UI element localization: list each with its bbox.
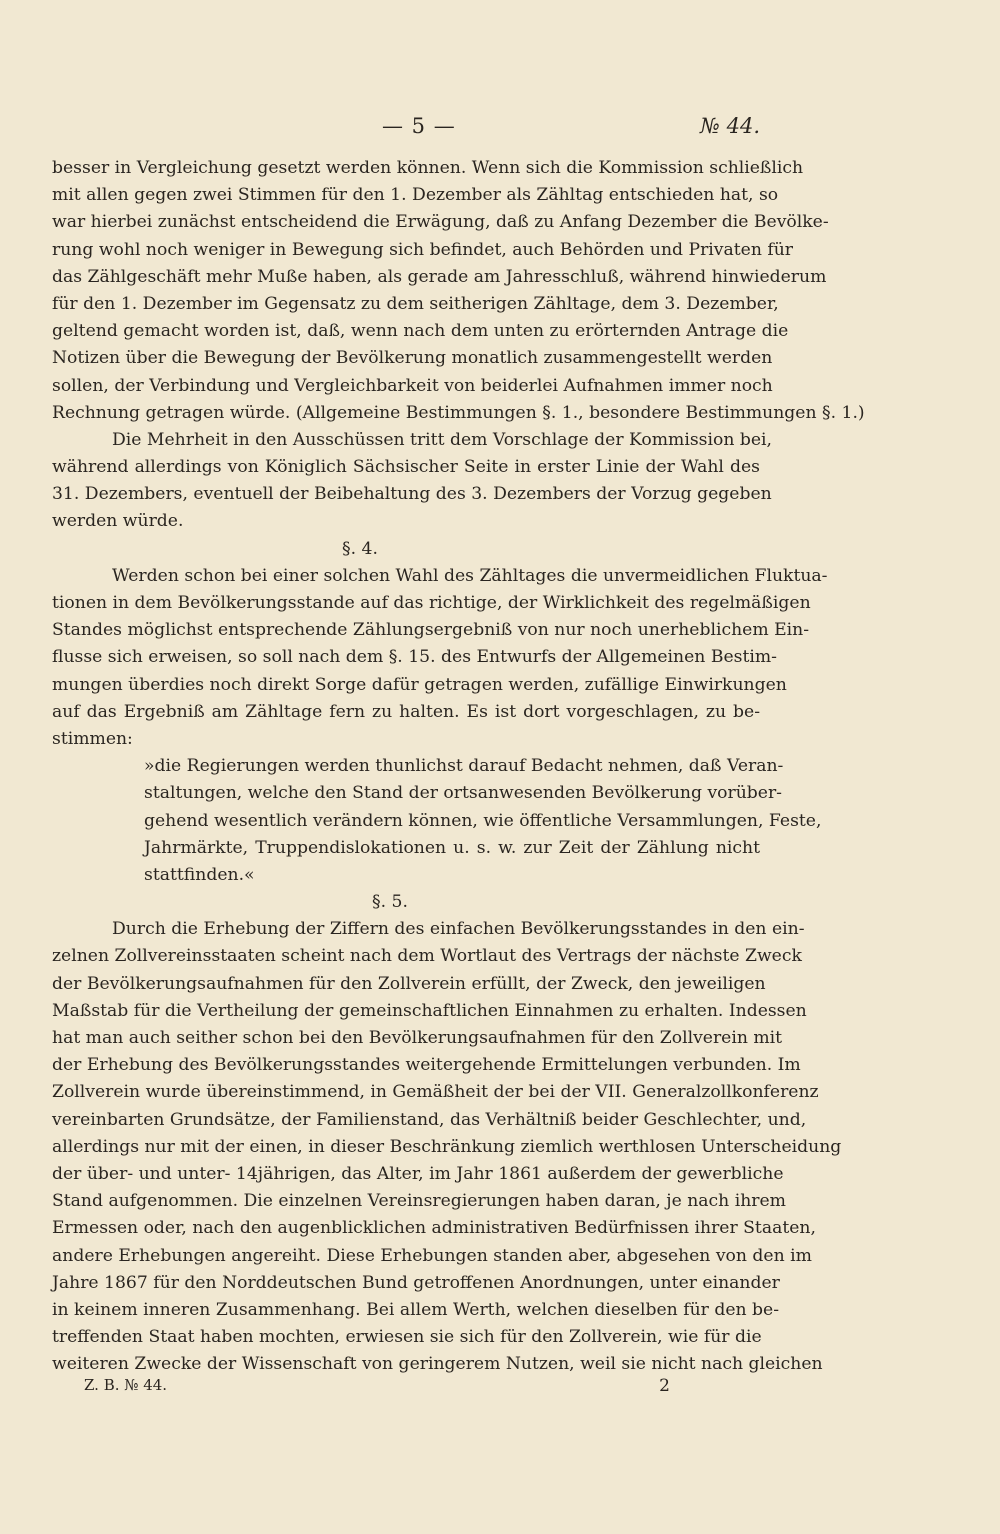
text-line: während allerdings von Königlich Sächsischer Seite in erster Linie der Wahl des bbox=[52, 457, 760, 478]
text-line: der über- und unter- 14jährigen, das Alter, im Jahr 1861 außerdem der gewerbliche bbox=[52, 1163, 784, 1184]
text-line: Standes möglichst entsprechende Zählungsergebniß von nur noch unerheblichem Ein- bbox=[52, 620, 810, 641]
paragraph-end-line: stimmen: bbox=[52, 728, 133, 749]
document-number: № 44. bbox=[700, 114, 760, 138]
text-line: treffenden Staat haben mochten, erwiesen sie sich für den Zollverein, wie für die bbox=[52, 1327, 762, 1348]
text-line: rung wohl noch weniger in Bewegung sich befindet, auch Behörden und Privaten für bbox=[52, 239, 794, 260]
text-line: mit allen gegen zwei Stimmen für den 1. Dezember als Zähltag entschieden hat, so bbox=[52, 185, 779, 206]
sheet-number: 2 bbox=[659, 1376, 670, 1396]
page-footer bbox=[84, 1376, 670, 1400]
text-line: Zollverein wurde übereinstimmend, in Gemäßheit der bei der VII. Generalzollkonferenz bbox=[52, 1082, 819, 1103]
text-line: mungen überdies noch direkt Sorge dafür getragen werden, zufällige Einwirkungen bbox=[52, 674, 787, 695]
text-line: Stand aufgenommen. Die einzelnen Vereinsregierungen haben daran, je nach ihrem bbox=[52, 1191, 786, 1212]
body-text bbox=[52, 155, 865, 1378]
section-heading: §. 4. bbox=[342, 538, 378, 559]
text-line: auf das Ergebniß am Zähltage fern zu halten. Es ist dort vorgeschlagen, zu be- bbox=[52, 701, 760, 722]
text-line: für den 1. Dezember im Gegensatz zu dem seitherigen Zähltage, dem 3. Dezember, bbox=[52, 293, 779, 314]
paragraph-start-line: Die Mehrheit in den Ausschüssen tritt dem Vorschlage der Kommission bei, bbox=[112, 429, 772, 450]
quote-line: Jahrmärkte, Truppendislokationen u. s. w. zur Zeit der Zählung nicht bbox=[144, 837, 760, 858]
text-line: besser in Vergleichung gesetzt werden können. Wenn sich die Kommission schließlich bbox=[52, 158, 804, 178]
text-line: war hierbei zunächst entscheidend die Erwägung, daß zu Anfang Dezember die Bevölke- bbox=[52, 212, 829, 233]
text-line: Notizen über die Bewegung der Bevölkerung monatlich zusammengestellt werden bbox=[52, 348, 773, 369]
quote-line: »die Regierungen werden thunlichst darauf Bedacht nehmen, daß Veran- bbox=[144, 756, 784, 777]
text-line: vereinbarten Grundsätze, der Familienstand, das Verhältniß beider Geschlechter, und, bbox=[52, 1109, 807, 1130]
page-header bbox=[52, 114, 760, 144]
text-line: geltend gemacht worden ist, daß, wenn nach dem unten zu erörternden Antrage die bbox=[52, 321, 789, 342]
text-line: tionen in dem Bevölkerungsstande auf das richtige, der Wirklichkeit des regelmäßigen bbox=[52, 593, 811, 613]
text-line: weiteren Zwecke der Wissenschaft von geringerem Nutzen, weil sie nicht nach gleichen bbox=[52, 1354, 823, 1375]
section-heading: §. 5. bbox=[372, 892, 408, 913]
quote-end-line: stattfinden.« bbox=[144, 864, 255, 885]
text-line: Ermessen oder, nach den augenblicklichen administrativen Bedürfnissen ihrer Staaten, bbox=[52, 1218, 816, 1239]
text-line: hat man auch seither schon bei den Bevölkerungsaufnahmen für den Zollverein mit bbox=[52, 1028, 783, 1048]
page-number: — 5 — bbox=[382, 114, 456, 138]
text-line: andere Erhebungen angereiht. Diese Erhebungen standen aber, abgesehen von den im bbox=[52, 1245, 812, 1266]
text-line: Jahre 1867 für den Norddeutschen Bund getroffenen Anordnungen, unter einander bbox=[52, 1272, 780, 1293]
text-line: sollen, der Verbindung und Vergleichbarkeit von beiderlei Aufnahmen immer noch bbox=[52, 375, 773, 396]
text-line: allerdings nur mit der einen, in dieser Beschränkung ziemlich werthlosen Unterscheidung bbox=[52, 1136, 842, 1157]
text-line: Rechnung getragen würde. (Allgemeine Bestimmungen §. 1., besondere Bestimmungen §. 1.) bbox=[52, 402, 865, 423]
paragraph-end-line: werden würde. bbox=[52, 511, 184, 532]
text-line: Maßstab für die Vertheilung der gemeinschaftlichen Einnahmen zu erhalten. Indessen bbox=[52, 1000, 807, 1021]
quote-line: staltungen, welche den Stand der ortsanwesenden Bevölkerung vorüber- bbox=[144, 783, 782, 804]
paragraph-start-line: Werden schon bei einer solchen Wahl des Zähltages die unvermeidlichen Fluktua- bbox=[112, 565, 828, 586]
text-line: der Erhebung des Bevölkerungsstandes weitergehende Ermittelungen verbunden. Im bbox=[52, 1055, 801, 1076]
footer-signature-mark: Z. B. № 44. bbox=[84, 1376, 168, 1394]
text-line: flusse sich erweisen, so soll nach dem §. 15. des Entwurfs der Allgemeinen Bestim- bbox=[52, 647, 777, 668]
paragraph-start-line: Durch die Erhebung der Ziffern des einfachen Bevölkerungsstandes in den ein- bbox=[112, 919, 805, 940]
text-line: in keinem inneren Zusammenhang. Bei allem Werth, welchen dieselben für den be- bbox=[52, 1299, 780, 1320]
text-line: 31. Dezembers, eventuell der Beibehaltung des 3. Dezembers der Vorzug gegeben bbox=[52, 484, 772, 505]
text-line: der Bevölkerungsaufnahmen für den Zollverein erfüllt, der Zweck, den jeweiligen bbox=[52, 973, 766, 994]
text-line: das Zählgeschäft mehr Muße haben, als gerade am Jahresschluß, während hinwiederum bbox=[52, 266, 827, 287]
quote-line: gehend wesentlich verändern können, wie öffentliche Versammlungen, Feste, bbox=[144, 810, 822, 831]
text-line: zelnen Zollvereinsstaaten scheint nach dem Wortlaut des Vertrags der nächste Zweck bbox=[52, 946, 802, 967]
